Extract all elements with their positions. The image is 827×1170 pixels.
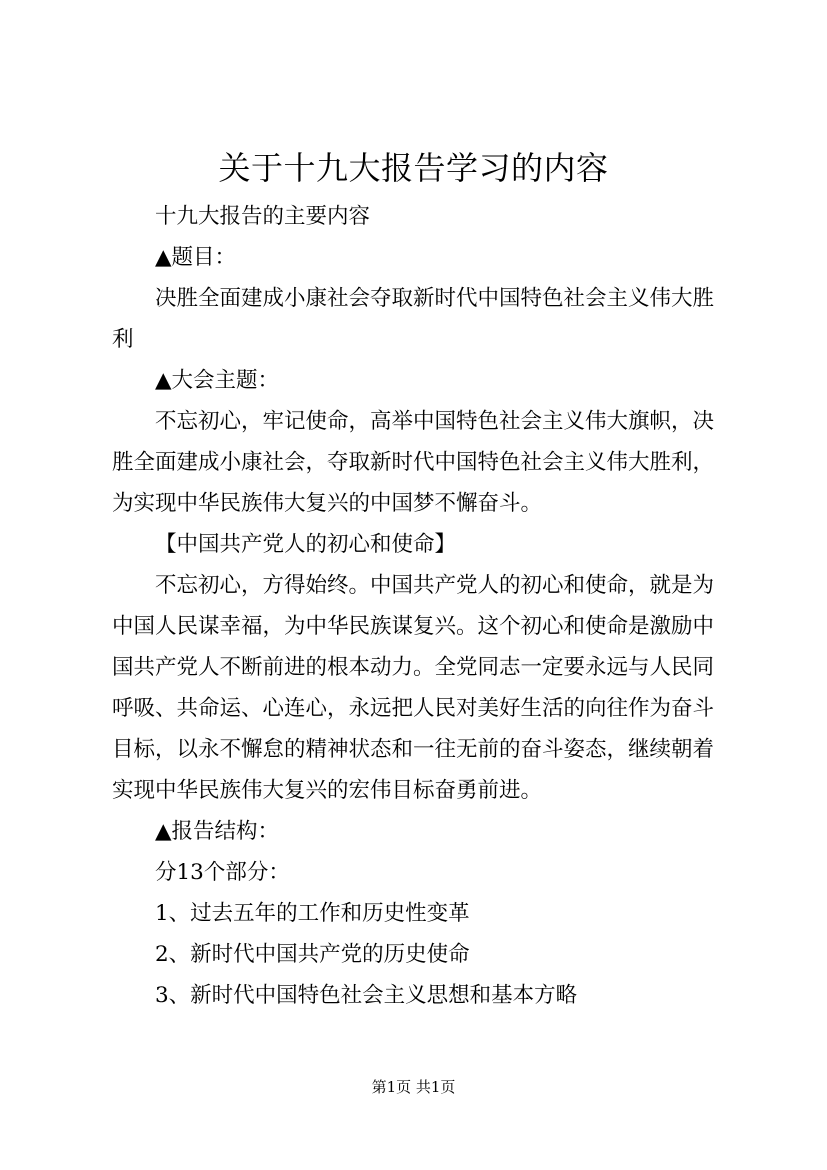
paragraph-parts-count: 分13个部分： <box>155 860 290 885</box>
list-item: 3、新时代中国特色社会主义思想和基本方略 <box>155 983 578 1008</box>
paragraph-mission: 不忘初心，方得始终。中国共产党人的初心和使命，就是为中国人民谋幸福，为中华民族谋复兴。这个初心和使命是激励中国共产党人不断前进的根本动力。全党同志一定要永远与人民同呼吸、共命运、心连心，永远把人民对美好生活的向往作为奋斗目标，以永不懈怠的精神状态和一往无前的奋斗姿态，继续朝着实现中华民族伟大复兴的宏伟目标奋勇前进。 <box>112 573 715 803</box>
paragraph-mission-heading: 【中国共产党人的初心和使命】 <box>155 532 457 557</box>
paragraph-theme: 不忘初心，牢记使命，高举中国特色社会主义伟大旗帜，决胜全面建成小康社会，夺取新时代中国特色社会主义伟大胜利，为实现中华民族伟大复兴的中国梦不懈奋斗。 <box>112 409 715 516</box>
paragraph-topic: 决胜全面建成小康社会夺取新时代中国特色社会主义伟大胜利 <box>112 286 715 352</box>
document-body <box>112 196 722 1016</box>
paragraph-structure-heading: ▲报告结构： <box>155 819 280 844</box>
paragraph-subtitle: 十九大报告的主要内容 <box>155 204 371 229</box>
page-number-footer: 第1页 共1页 <box>371 1078 456 1096</box>
paragraph-theme-heading: ▲大会主题： <box>155 368 280 393</box>
list-item: 2、新时代中国共产党的历史使命 <box>155 942 470 967</box>
document-title: 关于十九大报告学习的内容 <box>218 149 609 187</box>
list-item: 1、过去五年的工作和历史性变革 <box>155 901 470 926</box>
paragraph-topic-heading: ▲题目： <box>155 245 237 270</box>
